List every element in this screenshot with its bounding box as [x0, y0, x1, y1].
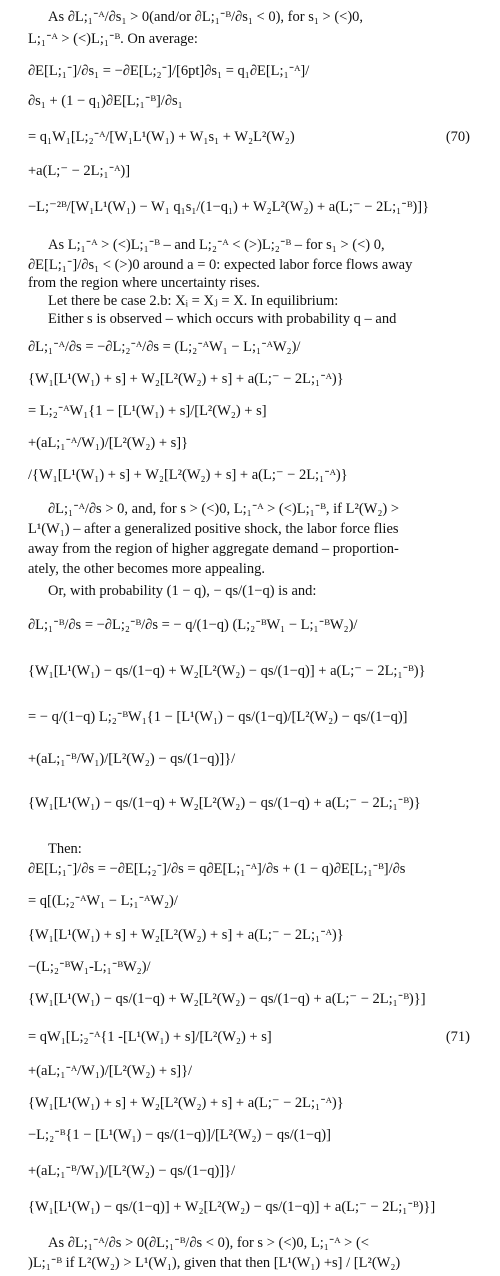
equation-number: (70)	[445, 129, 470, 145]
text-line: {W₁[L¹(W₁) + s] + W₂[L²(W₂) + s] + a(L;⁻ − 2L;₁ᐨᴬ)}	[28, 1095, 344, 1111]
text-line: ∂L;₁ᐨᴬ/∂s = −∂L;₂ᐨᴬ/∂s = (L;₂ᐨᴬW₁ − L;₁ᐨᴬW₂)/	[28, 339, 301, 355]
text-line: As ∂L;₁ᐨᴬ/∂s > 0(∂L;₁ᐨᴮ/∂s < 0), for s > (<)0, L;₁ᐨᴬ > (<	[48, 1235, 369, 1251]
text-line: As ∂L;₁ᐨᴬ/∂s₁ > 0(and/or ∂L;₁ᐨᴮ/∂s₁ < 0), for s₁ > (<)0,	[48, 9, 364, 25]
text-line: ∂s₁ + (1 − q₁)∂E[L;₁ᐨᴮ]/∂s₁	[28, 93, 183, 109]
text-line: {W₁[L¹(W₁) − qs/(1−q) + W₂[L²(W₂) − qs/(1−q) + a(L;⁻ − 2L;₁ᐨᴮ)}	[28, 795, 421, 811]
text-line: /{W₁[L¹(W₁) + s] + W₂[L²(W₂) + s] + a(L;⁻ − 2L;₁ᐨᴬ)}	[28, 467, 348, 483]
text-line: +(aL;₁ᐨᴬ/W₁)/[L²(W₂) + s]}	[28, 435, 189, 451]
equation-number: (71)	[445, 1029, 470, 1045]
text-line: +a(L;⁻ − 2L;₁ᐨᴬ)]	[28, 163, 131, 179]
text-line: = − q/(1−q) L;₂ᐨᴮW₁{1 − [L¹(W₁) − qs/(1−q)/[L²(W₂) − qs/(1−q)]	[28, 709, 408, 725]
text-line: −L;⁻²ᴮ/[W₁L¹(W₁) − W₁ q₁s₁/(1−q₁) + W₂L²(W₂) + a(L;⁻ − 2L;₁ᐨᴮ)]}	[28, 199, 430, 215]
text-line: ∂L;₁ᐨᴮ/∂s = −∂L;₂ᐨᴮ/∂s = − q/(1−q) (L;₂ᐨᴮW₁ − L;₁ᐨᴮW₂)/	[28, 617, 358, 633]
text-line: L¹(W₁) – after a generalized positive shock, the labor force flies	[28, 521, 399, 537]
text-line: {W₁[L¹(W₁) + s] + W₂[L²(W₂) + s] + a(L;⁻ − 2L;₁ᐨᴬ)}	[28, 927, 344, 943]
text-line: −L;₂ᐨᴮ{1 − [L¹(W₁) − qs/(1−q)]/[L²(W₂) − qs/(1−q)]	[28, 1127, 331, 1143]
text-line: Then:	[48, 841, 82, 857]
text-line: = q[(L;₂ᐨᴬW₁ − L;₁ᐨᴬW₂)/	[28, 893, 178, 909]
text-line: {W₁[L¹(W₁) − qs/(1−q) + W₂[L²(W₂) − qs/(1−q) + a(L;⁻ − 2L;₁ᐨᴮ)}]	[28, 991, 426, 1007]
text-line: ∂E[L;₁ᐨ]/∂s = −∂E[L;₂ᐨ]/∂s = q∂E[L;₁ᐨᴬ]/∂s + (1 − q)∂E[L;₁ᐨᴮ]/∂s	[28, 861, 406, 877]
text-line: ∂E[L;₁ᐨ]/∂s₁ = −∂E[L;₂ᐨ]/[6pt]∂s₁ = q₁∂E[L;₁ᐨᴬ]/	[28, 63, 310, 79]
text-line: {W₁[L¹(W₁) + s] + W₂[L²(W₂) + s] + a(L;⁻ − 2L;₁ᐨᴬ)}	[28, 371, 344, 387]
text-line: from the region where uncertainty rises.	[28, 275, 260, 291]
text-line: +(aL;₁ᐨᴮ/W₁)/[L²(W₂) − qs/(1−q)]}/	[28, 1163, 236, 1179]
text-line: ∂E[L;₁ᐨ]/∂s₁ < (>)0 around a = 0: expected labor force flows away	[28, 257, 413, 273]
text-line: Or, with probability (1 − q), − qs/(1−q) is and:	[48, 583, 317, 599]
text-line: +(aL;₁ᐨᴬ/W₁)/[L²(W₂) + s]}/	[28, 1063, 193, 1079]
text-line: Let there be case 2.b: Xᵢ = Xⱼ = X. In equilibrium:	[48, 293, 339, 309]
text-line: ∂L;₁ᐨᴬ/∂s > 0, and, for s > (<)0, L;₁ᐨᴬ > (<)L;₁ᐨᴮ, if L²(W₂) >	[48, 501, 400, 517]
text-line: ately, the other becomes more appealing.	[28, 561, 266, 577]
text-line: +(aL;₁ᐨᴮ/W₁)/[L²(W₂) − qs/(1−q)]}/	[28, 751, 236, 767]
text-line: = L;₂ᐨᴬW₁{1 − [L¹(W₁) + s]/[L²(W₂) + s]	[28, 403, 267, 419]
text-line: {W₁[L¹(W₁) − qs/(1−q)] + W₂[L²(W₂) − qs/(1−q)] + a(L;⁻ − 2L;₁ᐨᴮ)}]	[28, 1199, 436, 1215]
text-line: away from the region of higher aggregate demand – proportion-	[28, 541, 399, 557]
text-line: Either s is observed – which occurs with probability q – and	[48, 311, 397, 327]
text-line: L;₁ᐨᴬ > (<)L;₁ᐨᴮ. On average:	[28, 31, 198, 47]
text-line: {W₁[L¹(W₁) − qs/(1−q) + W₂[L²(W₂) − qs/(1−q)] + a(L;⁻ − 2L;₁ᐨᴮ)}	[28, 663, 426, 679]
text-line: −(L;₂ᐨᴮW₁-L;₁ᐨᴮW₂)/	[28, 959, 151, 975]
text-line: )L;₁ᐨᴮ if L²(W₂) > L¹(W₁), given that then [L¹(W₁) +s] / [L²(W₂)	[28, 1255, 401, 1271]
text-line: As L;₁ᐨᴬ > (<)L;₁ᐨᴮ – and L;₂ᐨᴬ < (>)L;₂ᐨᴮ – for s₁ > (<) 0,	[48, 237, 385, 253]
text-line: = qW₁[L;₂ᐨᴬ{1 -[L¹(W₁) + s]/[L²(W₂) + s]	[28, 1029, 272, 1045]
text-line: = q₁W₁[L;₂ᐨᴬ/[W₁L¹(W₁) + W₁s₁ + W₂L²(W₂)	[28, 129, 295, 145]
